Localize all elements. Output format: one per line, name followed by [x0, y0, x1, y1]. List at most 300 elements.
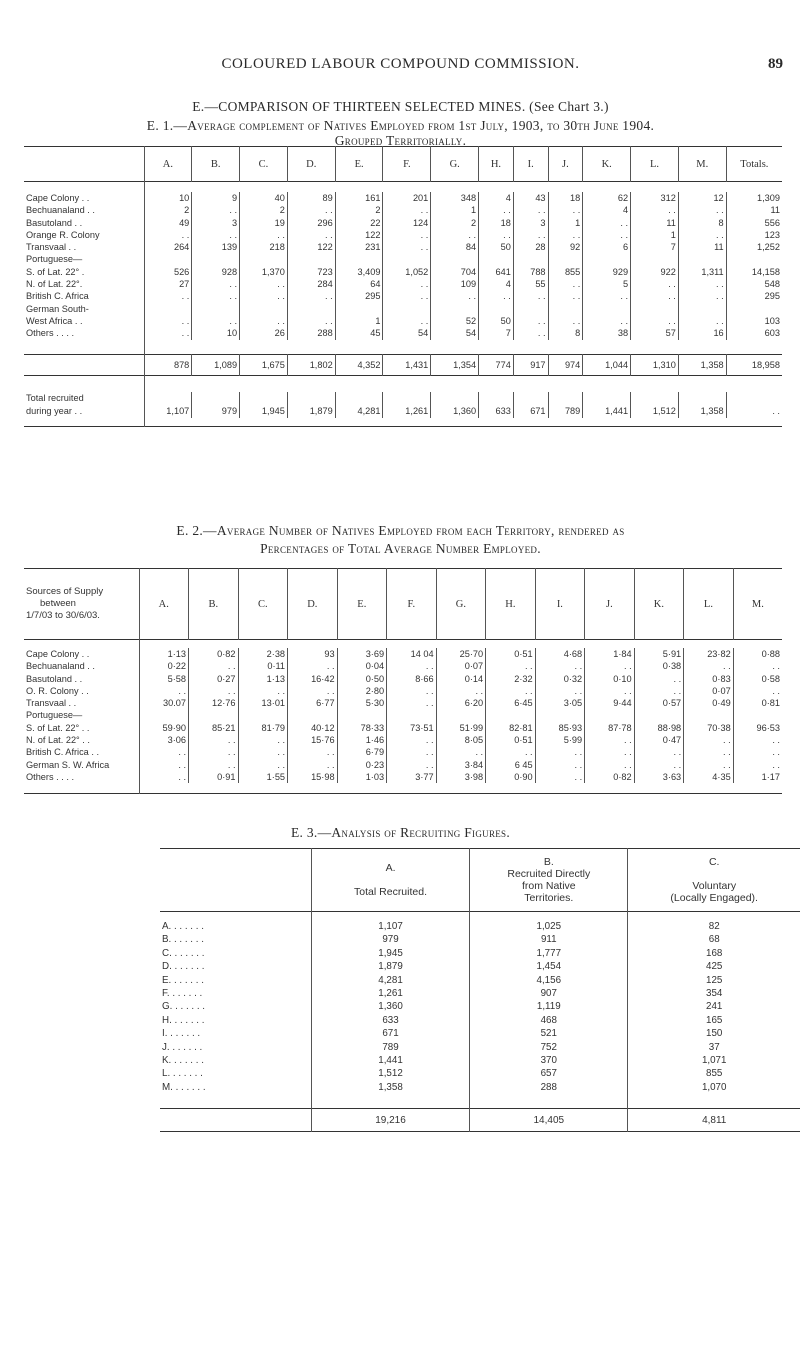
- row-label: O. R. Colony . .: [26, 685, 89, 696]
- table-cell: 0·51: [486, 734, 536, 746]
- voluntary-cell: 1,070: [628, 1081, 800, 1094]
- table-cell: 10: [144, 192, 192, 204]
- table-cell: 312: [631, 192, 679, 204]
- table3-title: E. 3.—Analysis of Recruiting Figures.: [290, 825, 511, 840]
- recruited-cell: 979: [192, 405, 240, 418]
- row-label: S. of Lat. 22° . .: [26, 722, 90, 733]
- table-cell: . .: [486, 685, 536, 697]
- table-cell: 0·83: [684, 673, 734, 685]
- table-cell: 3·63: [634, 771, 684, 783]
- main-title: E.—COMPARISON OF THIRTEEN SELECTED MINES. (See Chart 3.): [192, 99, 609, 114]
- table-cell: 3,409: [335, 266, 383, 278]
- col-b-label-3: Territories.: [524, 892, 574, 904]
- table-cell: . .: [144, 327, 192, 339]
- table-cell: 0·47: [634, 734, 684, 746]
- table-row: [160, 987, 800, 1000]
- table-cell: 0·10: [585, 673, 635, 685]
- row-label: C. . . . . . .: [162, 947, 205, 959]
- table-cell: 0·58: [733, 673, 782, 685]
- table-cell: 295: [726, 290, 782, 302]
- table-cell: 295: [335, 290, 383, 302]
- running-head-title: COLOURED LABOUR COMPOUND COMMISSION.: [221, 56, 580, 72]
- table-cell: 603: [726, 327, 782, 339]
- table-cell: . .: [583, 315, 631, 327]
- total-cell: 1,354: [431, 354, 479, 375]
- table-cell: . .: [535, 660, 585, 672]
- table-cell: [431, 303, 479, 315]
- table-cell: . .: [387, 697, 437, 709]
- table2-col-header: D.: [288, 569, 338, 640]
- row-label: Cape Colony . .: [26, 193, 90, 203]
- table-row: [24, 204, 782, 216]
- table-cell: 3·98: [436, 771, 486, 783]
- table-cell: . .: [139, 771, 189, 783]
- table-cell: 0·32: [535, 673, 585, 685]
- row-label: Orange R. Colony: [26, 229, 100, 240]
- table-cell: . .: [548, 278, 583, 290]
- table-cell: 9·44: [585, 697, 635, 709]
- table3-totals-row: [160, 1109, 800, 1132]
- col-c-label-1: Voluntary: [692, 880, 737, 892]
- table-cell: . .: [189, 660, 239, 672]
- table-cell: 1·46: [337, 734, 387, 746]
- table-cell: . .: [383, 290, 431, 302]
- table-cell: . .: [238, 759, 288, 771]
- table-cell: 30.07: [139, 697, 189, 709]
- table-cell: [335, 303, 383, 315]
- table-cell: . .: [733, 734, 782, 746]
- recruited-cell: 671: [311, 1027, 469, 1040]
- table-row: [24, 648, 782, 660]
- table-cell: 0·81: [733, 697, 782, 709]
- table1-header-row: [24, 147, 782, 182]
- row-label: N. of Lat. 22°.: [26, 279, 83, 290]
- table-cell: [288, 709, 338, 721]
- table-cell: 57: [631, 327, 679, 339]
- table-cell: 16: [678, 327, 726, 339]
- table-cell: 109: [431, 278, 479, 290]
- table-cell: . .: [287, 229, 335, 241]
- table1-col-header: J.: [548, 147, 583, 182]
- recruited-cell: 1,358: [311, 1081, 469, 1094]
- table-cell: 85·93: [535, 722, 585, 734]
- table-cell: 10: [192, 327, 240, 339]
- table2-title: E. 2.—Average Number of Natives Employed from each Territory, rendered as: [176, 523, 625, 538]
- table-cell: 62: [583, 192, 631, 204]
- table-cell: . .: [548, 315, 583, 327]
- page-number: 89: [768, 56, 783, 72]
- table-row: [160, 1041, 800, 1054]
- table-cell: 0·88: [733, 648, 782, 660]
- table2-col-header: I.: [535, 569, 585, 640]
- table-cell: 8: [678, 217, 726, 229]
- table-cell: 1: [548, 217, 583, 229]
- table-cell: 0·04: [337, 660, 387, 672]
- table-cell: . .: [678, 204, 726, 216]
- total-cell: 1,358: [678, 354, 726, 375]
- recruited-cell: 1,360: [431, 405, 479, 418]
- table-cell: . .: [431, 290, 479, 302]
- total-cell: 1,044: [583, 354, 631, 375]
- table-cell: . .: [479, 204, 514, 216]
- table-cell: 0·22: [139, 660, 189, 672]
- table-cell: 0·07: [684, 685, 734, 697]
- table-cell: . .: [192, 315, 240, 327]
- table-row: [160, 1067, 800, 1080]
- table-cell: 22: [335, 217, 383, 229]
- table-cell: . .: [548, 290, 583, 302]
- table-cell: 124: [383, 217, 431, 229]
- table-cell: [436, 709, 486, 721]
- table1-col-header: E.: [335, 147, 383, 182]
- table-cell: . .: [548, 229, 583, 241]
- table3-header-blank: [160, 849, 311, 912]
- table-cell: . .: [535, 759, 585, 771]
- recruited-cell: 1,945: [240, 405, 288, 418]
- table-cell: 50: [479, 315, 514, 327]
- table1-totals-row: [24, 354, 782, 375]
- recruited-label: Total recruited: [26, 392, 84, 403]
- direct-cell: 1,025: [470, 920, 628, 933]
- row-label: Portuguese—: [26, 710, 83, 721]
- table-cell: 6: [583, 241, 631, 253]
- recruited-label-2: during year . .: [26, 405, 83, 416]
- table1-col-header: G.: [431, 147, 479, 182]
- table-cell: . .: [238, 685, 288, 697]
- table-cell: . .: [631, 290, 679, 302]
- voluntary-cell: 241: [628, 1000, 800, 1013]
- table-cell: [486, 709, 536, 721]
- table-cell: 7: [631, 241, 679, 253]
- table-row: [24, 266, 782, 278]
- table1-col-header: B.: [192, 147, 240, 182]
- table-cell: . .: [513, 204, 548, 216]
- direct-cell: 1,777: [470, 947, 628, 960]
- table-cell: [678, 303, 726, 315]
- table-cell: . .: [144, 229, 192, 241]
- table-cell: 0·07: [436, 660, 486, 672]
- table-cell: . .: [733, 685, 782, 697]
- recruited-cell: 1,441: [583, 405, 631, 418]
- total-cell: 1,310: [631, 354, 679, 375]
- table-cell: . .: [144, 290, 192, 302]
- table1-header-blank: [24, 147, 144, 182]
- table-cell: 4: [479, 192, 514, 204]
- row-label: British C. Africa: [26, 291, 89, 302]
- row-label: British C. Africa . .: [26, 747, 100, 758]
- table-cell: [535, 709, 585, 721]
- table1-col-header: Totals.: [726, 147, 782, 182]
- table-row: [160, 1000, 800, 1013]
- recruited-cell: 4,281: [335, 405, 383, 418]
- table-cell: . .: [387, 685, 437, 697]
- recruited-cell: 789: [548, 405, 583, 418]
- table-cell: 96·53: [733, 722, 782, 734]
- table-row: [24, 327, 782, 339]
- direct-cell: 911: [470, 933, 628, 946]
- table-cell: 1·03: [337, 771, 387, 783]
- table-cell: . .: [585, 734, 635, 746]
- table-cell: 3·84: [436, 759, 486, 771]
- table-e2-percentages: [24, 568, 782, 794]
- col-a-letter: A.: [385, 862, 396, 874]
- table-cell: 1,309: [726, 192, 782, 204]
- row-label: J. . . . . . .: [162, 1041, 203, 1053]
- table-cell: 2: [144, 204, 192, 216]
- total-cell: 1,089: [192, 354, 240, 375]
- recruited-cell: 1,512: [631, 405, 679, 418]
- table1-recruited-row: [24, 392, 782, 405]
- table-row: [24, 759, 782, 771]
- table-cell: . .: [431, 229, 479, 241]
- table1-col-header: M.: [678, 147, 726, 182]
- table-row: [24, 192, 782, 204]
- table-cell: 16·42: [288, 673, 338, 685]
- table-row: [24, 253, 782, 265]
- table-cell: [287, 253, 335, 265]
- table-cell: [583, 303, 631, 315]
- table-cell: . .: [684, 759, 734, 771]
- running-head: [0, 52, 801, 76]
- table-cell: 89: [287, 192, 335, 204]
- table-cell: 1·55: [238, 771, 288, 783]
- voluntary-cell: 354: [628, 987, 800, 1000]
- row-label: F. . . . . . .: [162, 988, 203, 1000]
- row-label: I. . . . . . .: [162, 1028, 201, 1040]
- table-row: [24, 771, 782, 783]
- direct-cell: 288: [470, 1081, 628, 1094]
- table-cell: . .: [189, 734, 239, 746]
- row-label: L. . . . . . .: [162, 1068, 203, 1080]
- table-cell: . .: [189, 746, 239, 758]
- table-cell: . .: [383, 204, 431, 216]
- table-cell: 1: [431, 204, 479, 216]
- table-cell: . .: [585, 759, 635, 771]
- table-cell: [684, 709, 734, 721]
- table-cell: 7: [479, 327, 514, 339]
- table-row: [24, 290, 782, 302]
- total-cell: 18,958: [726, 354, 782, 375]
- table-cell: . .: [486, 660, 536, 672]
- table2-col-header: A.: [139, 569, 189, 640]
- recruited-cell: 1,360: [311, 1000, 469, 1013]
- table-cell: 6·79: [337, 746, 387, 758]
- table-cell: 51·99: [436, 722, 486, 734]
- table-cell: 11: [726, 204, 782, 216]
- table2-col-header: K.: [634, 569, 684, 640]
- table-cell: . .: [387, 759, 437, 771]
- table-cell: 55: [513, 278, 548, 290]
- table-cell: . .: [513, 229, 548, 241]
- table-cell: 5·58: [139, 673, 189, 685]
- table-cell: . .: [192, 204, 240, 216]
- table-cell: 0·82: [585, 771, 635, 783]
- table-e3-recruiting: [160, 848, 800, 1132]
- row-label: K. . . . . . .: [162, 1055, 204, 1067]
- table-cell: 93: [288, 648, 338, 660]
- table-row: [160, 974, 800, 987]
- table-cell: . .: [631, 315, 679, 327]
- table-cell: 1,311: [678, 266, 726, 278]
- table-cell: 15·98: [288, 771, 338, 783]
- recruited-cell: 1,512: [311, 1067, 469, 1080]
- table-cell: 3·77: [387, 771, 437, 783]
- table2-col-header: M.: [733, 569, 782, 640]
- table-cell: 284: [287, 278, 335, 290]
- voluntary-cell: 150: [628, 1027, 800, 1040]
- table-cell: 2: [335, 204, 383, 216]
- table-cell: 928: [192, 266, 240, 278]
- col-c-letter: C.: [708, 856, 720, 868]
- table-cell: . .: [192, 290, 240, 302]
- table-cell: . .: [535, 685, 585, 697]
- table-cell: 88·98: [634, 722, 684, 734]
- table-cell: 40: [240, 192, 288, 204]
- table-cell: [337, 709, 387, 721]
- table-row: [24, 217, 782, 229]
- table2-col-header: G.: [436, 569, 486, 640]
- table-cell: [431, 253, 479, 265]
- row-label: Others . . . .: [26, 771, 74, 782]
- table-cell: [383, 253, 431, 265]
- row-label: E. . . . . . .: [162, 974, 204, 986]
- table-cell: 43: [513, 192, 548, 204]
- table-cell: 14,158: [726, 266, 782, 278]
- table-cell: . .: [585, 746, 635, 758]
- table-cell: 2: [431, 217, 479, 229]
- table-cell: . .: [387, 734, 437, 746]
- table-cell: . .: [383, 241, 431, 253]
- table2-col-header: J.: [585, 569, 635, 640]
- sources-line-3: 1/7/03 to 30/6/03.: [26, 610, 100, 621]
- table-cell: . .: [189, 759, 239, 771]
- table-cell: 0·90: [486, 771, 536, 783]
- sources-line-1: Sources of Supply: [26, 586, 104, 597]
- table-cell: 1·13: [139, 648, 189, 660]
- col-b-label-2: from Native: [521, 880, 576, 892]
- table-cell: 1: [335, 315, 383, 327]
- table-cell: 2·38: [238, 648, 288, 660]
- table-cell: . .: [678, 290, 726, 302]
- table-cell: 548: [726, 278, 782, 290]
- voluntary-cell: 425: [628, 960, 800, 973]
- table-cell: . .: [513, 315, 548, 327]
- table-cell: 4·68: [535, 648, 585, 660]
- row-label: M. . . . . . .: [162, 1081, 206, 1093]
- row-label: Cape Colony . .: [26, 649, 90, 659]
- table-cell: 78·33: [337, 722, 387, 734]
- table-cell: 2·32: [486, 673, 536, 685]
- table-cell: 1: [631, 229, 679, 241]
- table-cell: 201: [383, 192, 431, 204]
- recruited-cell: 671: [513, 405, 548, 418]
- table-cell: 1·84: [585, 648, 635, 660]
- table-cell: . .: [634, 673, 684, 685]
- table-cell: [726, 303, 782, 315]
- row-label: Bechuanaland . .: [26, 205, 95, 216]
- table-cell: 103: [726, 315, 782, 327]
- table-cell: . .: [387, 660, 437, 672]
- table-e1-natives-employed: [24, 146, 782, 427]
- col-a-label: Total Recruited.: [354, 886, 427, 898]
- table-cell: . .: [288, 746, 338, 758]
- recruited-cell: 1,441: [311, 1054, 469, 1067]
- table-row: [160, 960, 800, 973]
- table-cell: . .: [288, 685, 338, 697]
- direct-cell: 370: [470, 1054, 628, 1067]
- row-label: D. . . . . . .: [162, 961, 205, 973]
- table-cell: . .: [634, 685, 684, 697]
- table-cell: . .: [387, 746, 437, 758]
- table-row: [24, 278, 782, 290]
- table-cell: . .: [240, 229, 288, 241]
- table-cell: 0·23: [337, 759, 387, 771]
- table-cell: [548, 253, 583, 265]
- table-cell: . .: [678, 315, 726, 327]
- recruited-cell: . .: [726, 405, 782, 418]
- table-cell: 19: [240, 217, 288, 229]
- table-cell: . .: [513, 327, 548, 339]
- row-label: S. of Lat. 22° .: [26, 266, 85, 277]
- sources-line-2: between: [40, 598, 76, 609]
- recruited-cell: 1,107: [311, 920, 469, 933]
- table-cell: [513, 303, 548, 315]
- table-cell: . .: [733, 759, 782, 771]
- voluntary-cell: 37: [628, 1041, 800, 1054]
- table-cell: . .: [678, 278, 726, 290]
- table-row: [160, 1014, 800, 1027]
- table2-col-header: C.: [238, 569, 288, 640]
- row-label: A. . . . . . .: [162, 921, 204, 932]
- table-cell: [548, 303, 583, 315]
- table2-col-header: H.: [486, 569, 536, 640]
- table1-col-header: H.: [479, 147, 514, 182]
- table-cell: 18: [548, 192, 583, 204]
- direct-cell: 752: [470, 1041, 628, 1054]
- table-cell: 6·77: [288, 697, 338, 709]
- table-cell: . .: [287, 315, 335, 327]
- table-cell: 526: [144, 266, 192, 278]
- recruited-cell: 633: [311, 1014, 469, 1027]
- table-cell: . .: [139, 746, 189, 758]
- voluntary-cell: 168: [628, 947, 800, 960]
- table-cell: . .: [585, 685, 635, 697]
- table1-col-header: A.: [144, 147, 192, 182]
- table-cell: 59·90: [139, 722, 189, 734]
- table-cell: 87·78: [585, 722, 635, 734]
- table-row: [24, 241, 782, 253]
- direct-cell: 1,454: [470, 960, 628, 973]
- table-row: [160, 933, 800, 946]
- table-cell: [192, 303, 240, 315]
- table-cell: . .: [535, 746, 585, 758]
- table-cell: . .: [144, 315, 192, 327]
- table2-subtitle: Percentages of Total Average Number Employed.: [260, 541, 541, 556]
- recruited-cell: 1,358: [678, 405, 726, 418]
- table-cell: [634, 709, 684, 721]
- table-cell: 28: [513, 241, 548, 253]
- table-cell: 0·50: [337, 673, 387, 685]
- row-label: G. . . . . . .: [162, 1001, 206, 1013]
- table2-col-header: B.: [189, 569, 239, 640]
- sources-of-supply-header: [24, 569, 139, 640]
- row-label: Others . . . .: [26, 328, 74, 339]
- table-cell: 50: [479, 241, 514, 253]
- direct-cell: 521: [470, 1027, 628, 1040]
- table-cell: . .: [287, 290, 335, 302]
- direct-cell: 657: [470, 1067, 628, 1080]
- table-cell: . .: [287, 204, 335, 216]
